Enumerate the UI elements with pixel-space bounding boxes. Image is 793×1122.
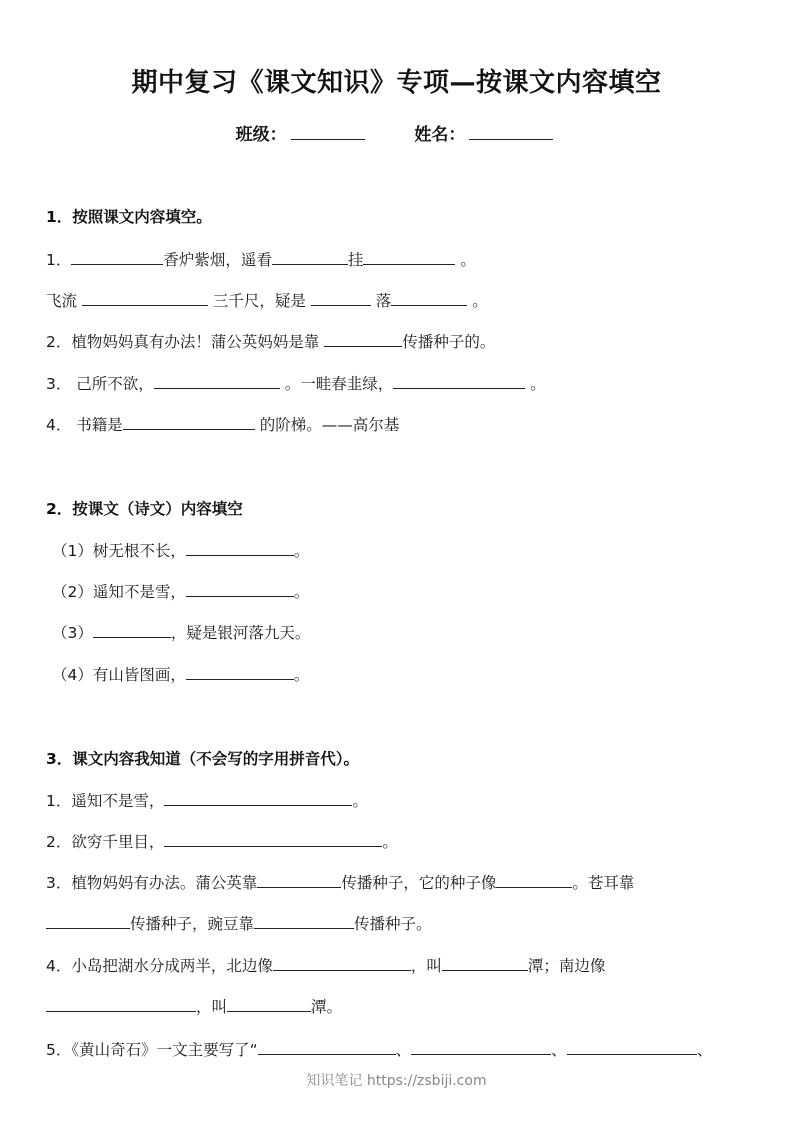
blank[interactable]	[123, 413, 255, 430]
section-3-heading: 3．课文内容我知道（不会写的字用拼音代）。	[46, 750, 360, 768]
blank[interactable]	[46, 995, 196, 1012]
q3-line-7: 5．《黄山奇石》一文主要写了“ 、 、 、	[46, 1038, 712, 1060]
blank[interactable]	[164, 830, 382, 847]
q3-line-5: 4．小岛把湖水分成两半，北边像 ，叫 潭；南边像	[46, 954, 605, 976]
q3-line-3: 3．植物妈妈有办法。蒲公英靠 传播种子，它的种子像 。苍耳靠	[46, 871, 634, 893]
blank[interactable]	[227, 995, 311, 1012]
q1-line-1: 1． 香炉紫烟，遥看 挂 。	[46, 248, 476, 270]
blank[interactable]	[258, 1038, 396, 1055]
blank[interactable]	[46, 912, 130, 929]
q3-line-1: 1．遥知不是雪， 。	[46, 789, 368, 811]
class-blank[interactable]	[291, 121, 365, 140]
q1-line-5: 4． 书籍是 的阶梯。——高尔基	[46, 413, 399, 435]
blank[interactable]	[71, 248, 163, 265]
class-label: 班级：	[235, 125, 287, 145]
blank[interactable]	[391, 289, 467, 306]
blank[interactable]	[311, 289, 371, 306]
section-1-heading: 1．按照课文内容填空。	[46, 208, 212, 226]
q1-line-3: 2．植物妈妈真有办法！蒲公英妈妈是靠 传播种子的。	[46, 330, 495, 352]
blank[interactable]	[93, 621, 171, 638]
q2-item-1: （1）树无根不长， 。	[52, 539, 309, 561]
blank[interactable]	[257, 871, 341, 888]
blank[interactable]	[273, 954, 411, 971]
blank[interactable]	[254, 912, 354, 929]
q1-line-4: 3． 己所不欲， 。一畦春韭绿， 。	[46, 372, 546, 394]
blank[interactable]	[393, 372, 525, 389]
footer-watermark: 知识笔记 https://zsbiji.com	[306, 1073, 487, 1089]
blank[interactable]	[363, 248, 455, 265]
blank[interactable]	[442, 954, 528, 971]
blank[interactable]	[186, 539, 294, 556]
page-title: 期中复习《课文知识》专项—按课文内容填空	[131, 68, 662, 98]
student-info	[0, 120, 793, 145]
q2-item-4: （4）有山皆图画， 。	[52, 663, 309, 685]
blank[interactable]	[186, 663, 294, 680]
blank[interactable]	[324, 330, 402, 347]
blank[interactable]	[567, 1038, 697, 1055]
q3-line-6: ，叫 潭。	[46, 995, 342, 1017]
q3-line-4: 传播种子，豌豆靠 传播种子。	[46, 912, 432, 934]
q2-item-3: （3） ，疑是银河落九天。	[52, 621, 310, 643]
blank[interactable]	[272, 248, 348, 265]
blank[interactable]	[154, 372, 280, 389]
blank[interactable]	[186, 580, 294, 597]
q2-item-2: （2）遥知不是雪， 。	[52, 580, 309, 602]
name-blank[interactable]	[469, 121, 553, 140]
blank[interactable]	[496, 871, 572, 888]
blank[interactable]	[411, 1038, 551, 1055]
blank[interactable]	[82, 289, 208, 306]
blank[interactable]	[164, 789, 352, 806]
name-label: 姓名：	[414, 125, 466, 145]
section-2-heading: 2．按课文（诗文）内容填空	[46, 500, 243, 518]
q3-line-2: 2．欲穷千里目， 。	[46, 830, 398, 852]
q1-line-2: 飞流 三千尺，疑是 落 。	[46, 289, 488, 311]
